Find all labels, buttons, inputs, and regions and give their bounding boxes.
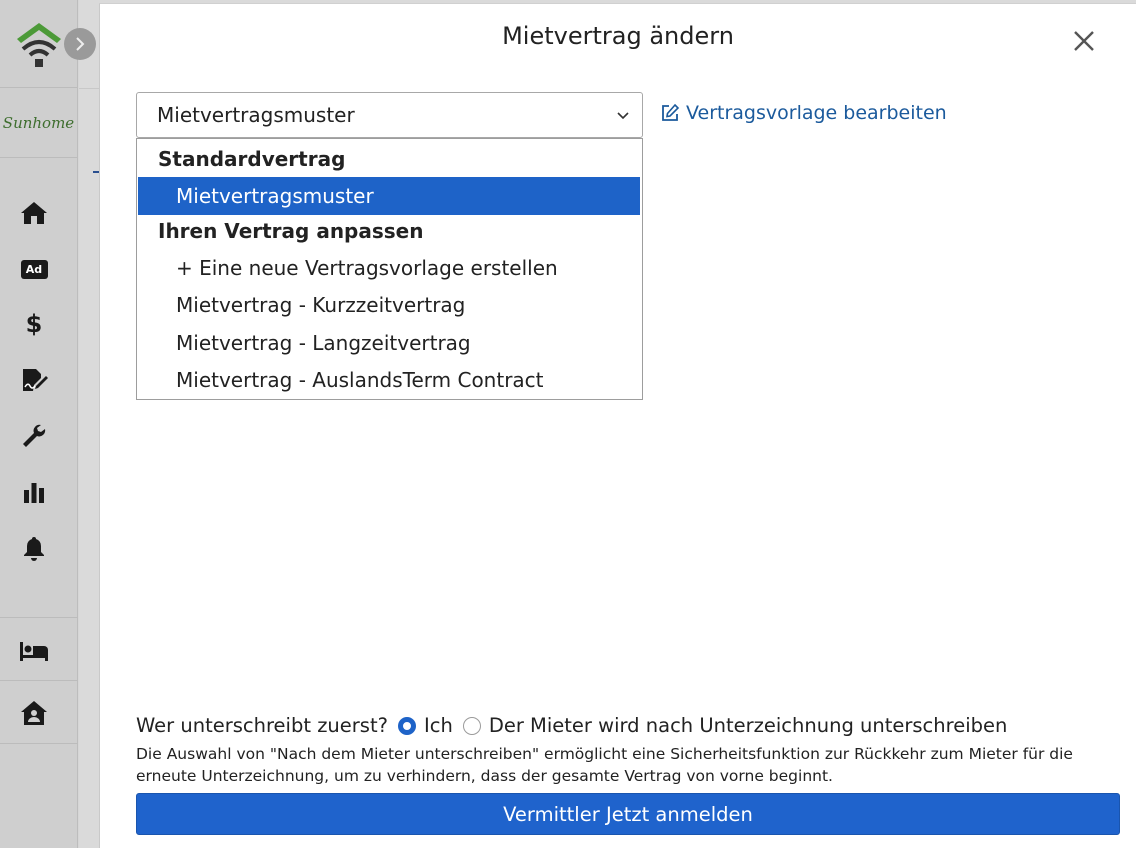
chevron-right-icon bbox=[74, 37, 86, 51]
signer-choice bbox=[136, 714, 1007, 737]
radio-tenant-label: Der Mieter wird nach Unterzeichnung unterschreiben bbox=[488, 714, 1008, 737]
edit-template-link[interactable] bbox=[660, 102, 947, 124]
bed-icon[interactable] bbox=[18, 635, 50, 667]
sidebar-divider bbox=[0, 743, 78, 744]
dropdown-option-kurzzeit[interactable]: Mietvertrag - Kurzzeitvertrag bbox=[176, 293, 466, 317]
sidebar-divider bbox=[0, 617, 78, 618]
dollar-icon[interactable]: $ bbox=[25, 310, 43, 338]
ad-icon[interactable]: Ad bbox=[18, 253, 50, 285]
radio-me[interactable] bbox=[398, 717, 416, 735]
sidebar-expand-button[interactable] bbox=[64, 28, 96, 60]
dropdown-option-mietvertragsmuster[interactable]: Mietvertragsmuster bbox=[138, 177, 640, 215]
select-value: Mietvertragsmuster bbox=[157, 103, 355, 127]
sidebar-divider bbox=[0, 680, 78, 681]
sidebar bbox=[0, 0, 78, 848]
signer-question-label: Wer unterschreibt zuerst? bbox=[136, 714, 388, 737]
signer-help-text: Die Auswahl von "Nach dem Mieter unterschreiben" ermöglicht eine Sicherheitsfunktion zur Rückkehr zum Mieter für die erneute Unterzeichnung, um zu verhindern, dass der gesamte Vertrag von vorne beginnt. bbox=[136, 745, 1073, 785]
brand-logo: Sunhome bbox=[2, 113, 75, 132]
dropdown-option-langzeit[interactable]: Mietvertrag - Langzeitvertrag bbox=[176, 331, 471, 355]
home-icon[interactable] bbox=[18, 197, 50, 229]
radio-me-label: Ich bbox=[423, 714, 453, 737]
edit-icon bbox=[660, 103, 680, 123]
modal-title: Mietvertrag ändern bbox=[502, 22, 734, 50]
edit-template-label: Vertragsvorlage bearbeiten bbox=[686, 102, 947, 124]
template-dropdown-list bbox=[136, 138, 643, 400]
bell-icon[interactable] bbox=[18, 532, 50, 564]
dropdown-group-custom: Ihren Vertrag anpassen bbox=[158, 219, 424, 243]
dropdown-group-standard: Standardvertrag bbox=[158, 147, 346, 171]
register-agent-button[interactable]: Vermittler Jetzt anmelden bbox=[136, 793, 1120, 835]
signature-icon[interactable] bbox=[18, 364, 50, 396]
wrench-icon[interactable] bbox=[18, 420, 50, 452]
brand-wrap bbox=[0, 88, 77, 158]
bar-chart-icon[interactable] bbox=[18, 476, 50, 508]
chevron-down-icon bbox=[616, 109, 630, 123]
close-icon bbox=[1072, 29, 1096, 53]
dropdown-option-ausland[interactable]: Mietvertrag - AuslandsTerm Contract bbox=[176, 368, 544, 392]
dropdown-option-new-template[interactable]: + Eine neue Vertragsvorlage erstellen bbox=[176, 256, 558, 280]
wifi-logo-icon bbox=[13, 19, 65, 69]
contract-template-select[interactable] bbox=[136, 92, 643, 138]
close-button[interactable] bbox=[1072, 29, 1096, 53]
edit-contract-modal bbox=[99, 3, 1136, 848]
radio-tenant[interactable] bbox=[463, 717, 481, 735]
house-user-icon[interactable] bbox=[18, 697, 50, 729]
